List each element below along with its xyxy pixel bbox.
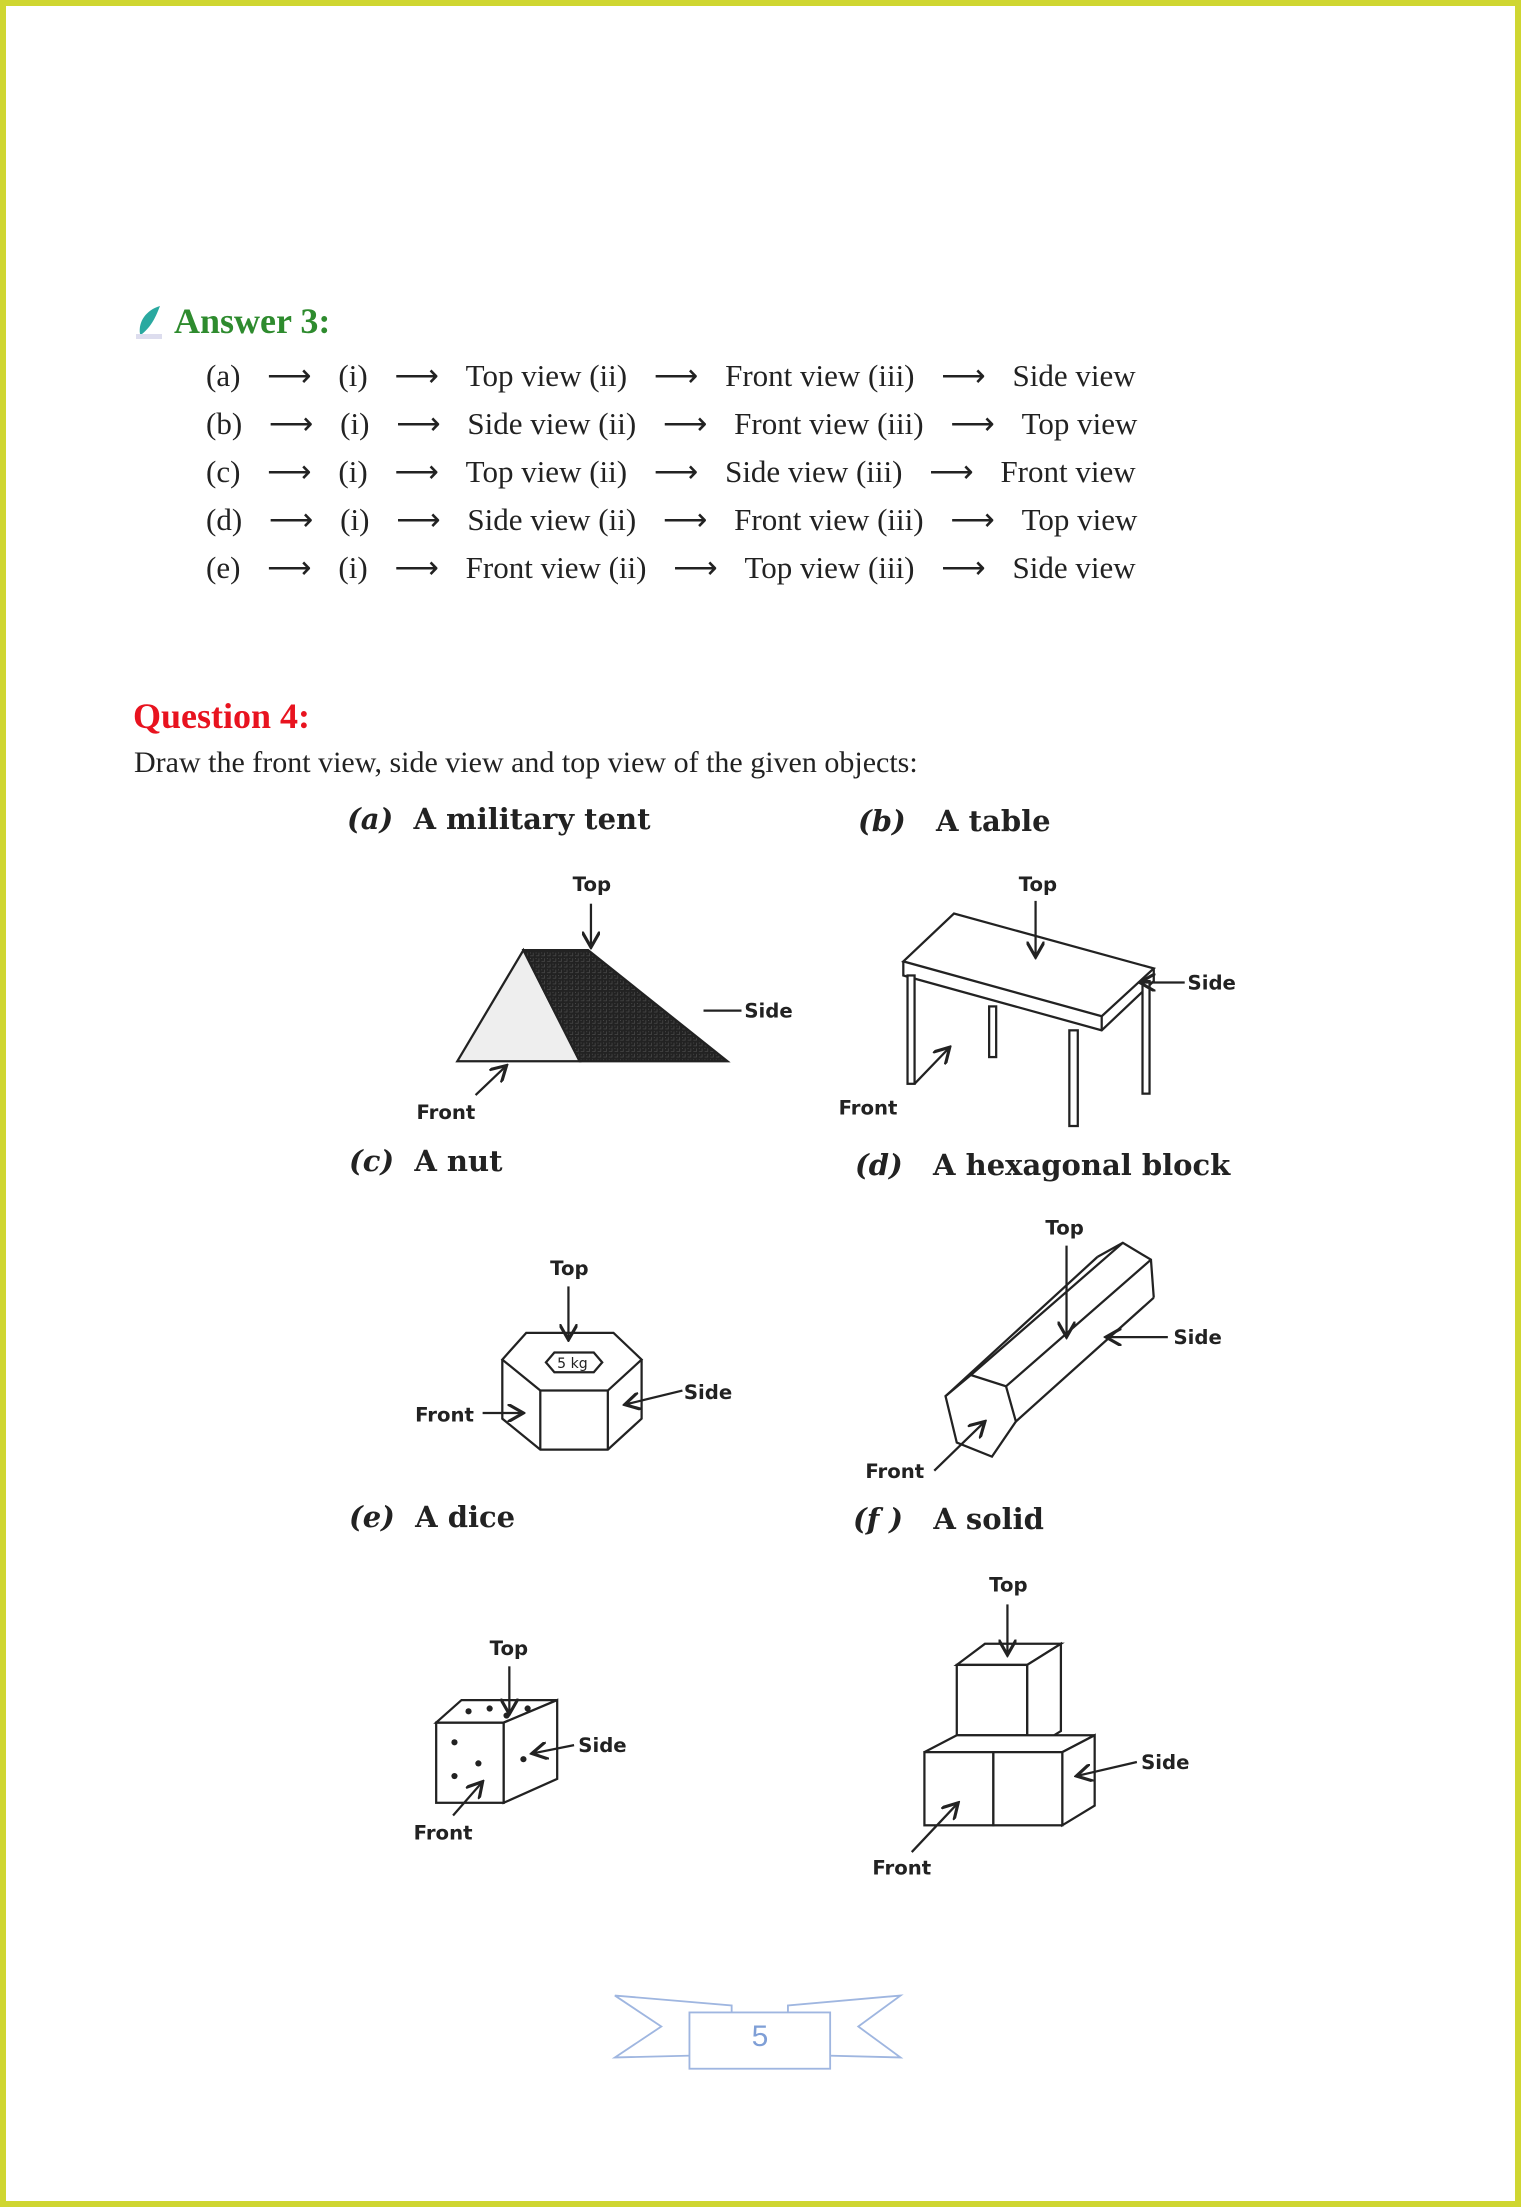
row-label: (c) [206,454,241,489]
row-label: (e) [206,550,241,585]
arrow-icon: ⟶ [267,550,312,585]
view-2: Front view (iii) [734,406,924,441]
arrow-icon: ⟶ [950,406,995,441]
svg-text:5 kg: 5 kg [557,1356,588,1373]
dice-figure [414,1637,627,1844]
arrow-icon: ⟶ [653,454,699,489]
tent-figure [416,873,792,1124]
arrow-icon: ⟶ [929,454,974,489]
figure-caption-c: (c) A nut [349,1144,503,1178]
arrow-icon: ⟶ [662,502,708,537]
arrow-icon: ⟶ [268,406,314,441]
row-label: (d) [206,502,243,537]
view-3: Side view [1012,358,1136,393]
svg-text:Top: Top [550,1257,589,1281]
arrow-icon: ⟶ [396,502,441,537]
svg-text:Top: Top [1045,1216,1084,1240]
question-heading: Question 4: [133,696,311,736]
svg-text:Front: Front [415,1403,474,1427]
arrow-icon: ⟶ [950,502,995,537]
svg-text:Side: Side [744,999,793,1023]
figure-caption-b: (b) A table [858,804,1051,838]
view-1: Top view (ii) [465,358,628,393]
svg-text:Side: Side [683,1380,733,1404]
svg-text:Top: Top [989,1573,1028,1597]
arrow-icon: ⟶ [394,454,439,489]
row-index: (i) [340,502,370,537]
nut-figure [415,1257,732,1449]
view-2: Front view (iii) [734,502,924,537]
svg-text:Side: Side [1141,1751,1190,1775]
arrow-icon: ⟶ [394,358,439,393]
arrow-icon: ⟶ [268,502,314,537]
row-label: (b) [206,406,243,441]
svg-text:Side: Side [578,1734,627,1758]
svg-text:Top: Top [1018,873,1058,897]
row-index: (i) [338,454,368,489]
row-index: (i) [340,406,370,441]
view-1: Side view (ii) [467,502,637,537]
view-3: Front view [1000,454,1136,489]
arrow-icon: ⟶ [267,358,312,393]
question-instruction: Draw the front view, side view and top view of the given objects: [134,746,918,779]
solid-figure [872,1574,1189,1880]
arrow-icon: ⟶ [941,358,986,393]
view-1: Side view (ii) [467,406,637,441]
svg-text:Front: Front [416,1100,476,1124]
answer-heading: Answer 3: [174,301,331,341]
row-index: (i) [338,358,368,393]
arrow-icon: ⟶ [396,406,441,441]
page-number: 5 [751,2020,769,2053]
row-label: (a) [206,358,241,393]
view-2: Top view (iii) [744,550,915,585]
svg-text:Top: Top [572,873,612,897]
figure-caption-d: (d) A hexagonal block [855,1148,1231,1182]
view-3: Top view [1021,502,1138,537]
table-figure [839,873,1236,1126]
view-1: Top view (ii) [465,454,628,489]
view-3: Side view [1012,550,1136,585]
svg-text:Front: Front [865,1459,925,1483]
hexagonal-block-figure [865,1216,1222,1482]
arrow-icon: ⟶ [267,454,312,489]
arrow-icon: ⟶ [662,406,708,441]
arrow-icon: ⟶ [673,550,718,585]
figure-caption-f: (f ) A solid [853,1502,1044,1536]
view-3: Top view [1021,406,1138,441]
row-index: (i) [338,550,368,585]
svg-text:Side: Side [1173,1326,1222,1350]
view-2: Front view (iii) [725,358,915,393]
svg-text:Front: Front [872,1856,932,1880]
arrow-icon: ⟶ [941,550,986,585]
view-2: Side view (iii) [725,454,903,489]
svg-text:Front: Front [838,1096,898,1120]
view-1: Front view (ii) [465,550,647,585]
figure-caption-a: (a) A military tent [347,802,651,836]
svg-text:Front: Front [413,1821,473,1845]
figure-caption-e: (e) A dice [349,1500,516,1534]
svg-text:Top: Top [489,1637,529,1661]
arrow-icon: ⟶ [653,358,699,393]
arrow-icon: ⟶ [394,550,439,585]
svg-text:Side: Side [1187,971,1236,995]
